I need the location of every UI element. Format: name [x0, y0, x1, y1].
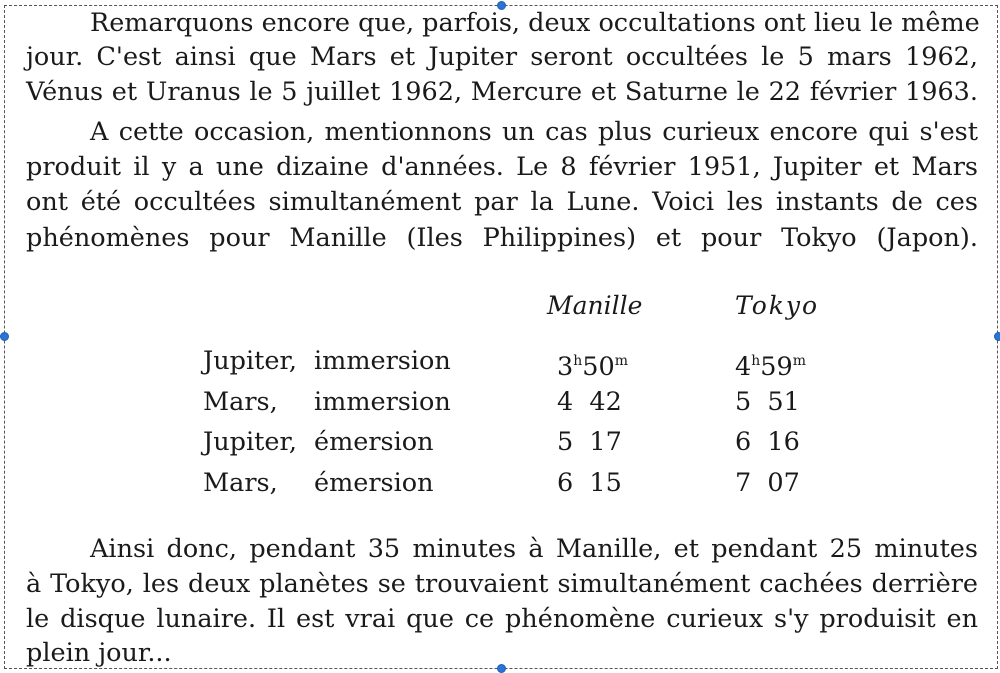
planet-name: Mars,	[203, 468, 278, 498]
paragraph-1-line-2: jour. C'est ainsi que Mars et Jupiter seront occultées le 5 mars 1962,	[26, 42, 978, 72]
resize-handle-left[interactable]	[0, 332, 9, 341]
manille-time: 5 17	[557, 427, 622, 457]
column-header-tokyo: Tokyo	[735, 291, 820, 320]
event-type: émersion	[314, 427, 434, 457]
paragraph-3-line-1: Ainsi donc, pendant 35 minutes à Manille, et pendant 25 minutes	[90, 534, 978, 564]
planet-name: Jupiter,	[203, 346, 297, 376]
paragraph-3-line-4: plein jour...	[26, 638, 172, 668]
paragraph-1-line-1: Remarquons encore que, parfois, deux occultations ont lieu le même	[90, 8, 980, 38]
tokyo-time: 6 16	[735, 427, 800, 457]
tokyo-time: 7 07	[735, 468, 800, 498]
tokyo-time: 5 51	[735, 387, 800, 417]
minute-unit: m	[614, 353, 628, 369]
hour-unit: h	[751, 353, 761, 369]
manille-time: 4 42	[557, 387, 622, 417]
manille-minutes: 50	[582, 352, 615, 382]
manille-time: 6 15	[557, 468, 622, 498]
paragraph-2-line-2: produit il y a une dizaine d'années. Le 8 février 1951, Jupiter et Mars	[26, 152, 978, 182]
minute-unit: m	[792, 353, 806, 369]
event-type: émersion	[314, 468, 434, 498]
planet-name: Mars,	[203, 387, 278, 417]
manille-hours: 3	[557, 352, 574, 382]
resize-handle-right[interactable]	[994, 332, 1000, 341]
paragraph-2-line-4: phénomènes pour Manille (Iles Philippines) et pour Tokyo (Japon).	[26, 223, 978, 253]
paragraph-2-line-1: A cette occasion, mentionnons un cas plus curieux encore qui s'est	[90, 117, 978, 147]
hour-unit: h	[573, 353, 583, 369]
paragraph-1-line-3: Vénus et Uranus le 5 juillet 1962, Mercure et Saturne le 22 février 1963.	[26, 77, 978, 107]
paragraph-3-line-3: le disque lunaire. Il est vrai que ce phénomène curieux s'y produisit en	[26, 604, 978, 634]
paragraph-3-line-2: à Tokyo, les deux planètes se trouvaient simultanément cachées derrière	[26, 569, 978, 599]
manille-time	[557, 344, 628, 384]
column-header-manille: Manille	[547, 291, 643, 320]
event-type: immersion	[314, 346, 451, 376]
paragraph-2-line-3: ont été occultées simultanément par la Lune. Voici les instants de ces	[26, 187, 978, 217]
tokyo-time	[735, 344, 806, 384]
planet-name: Jupiter,	[203, 427, 297, 457]
tokyo-minutes: 59	[760, 352, 793, 382]
event-type: immersion	[314, 387, 451, 417]
tokyo-hours: 4	[735, 352, 752, 382]
